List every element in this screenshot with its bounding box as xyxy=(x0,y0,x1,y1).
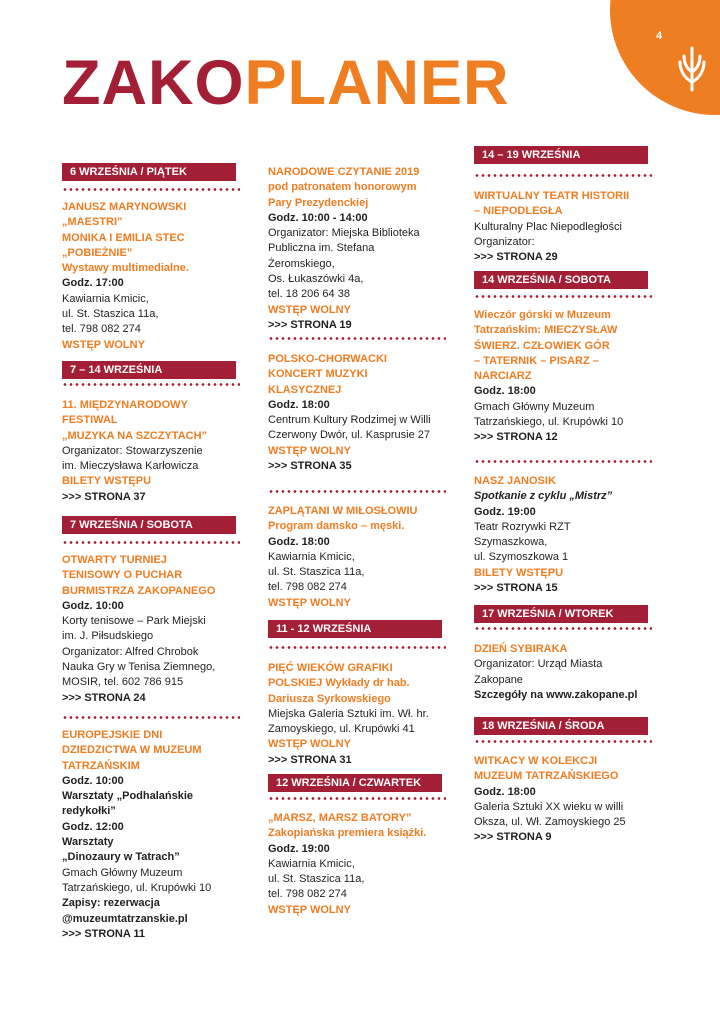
event-detail-line: MOSIR, tel. 602 786 915 xyxy=(62,676,184,689)
event-detail-line: Zamoyskiego, ul. Krupówki 41 xyxy=(268,723,415,736)
event-detail-line: Kawiarnia Kmicic, xyxy=(62,292,149,305)
event-detail-line: Teatr Rozrywki RZT xyxy=(474,520,571,533)
event-title-line: „MARSZ, MARSZ BATORY” xyxy=(268,812,412,824)
event-time: Godz. 19:00 xyxy=(268,842,330,855)
event-time: Godz. 18:00 xyxy=(268,535,330,548)
event-title-line: ŚWIERZ. CZŁOWIEK GÓR xyxy=(474,339,610,352)
page-reference: >>> STRONA 9 xyxy=(474,831,552,844)
dotted-separator xyxy=(268,646,446,649)
event-title-line: DZIEDZICTWA W MUZEUM xyxy=(62,744,202,757)
page-number: 4 xyxy=(656,30,663,42)
event-title-line: Tatrzańskim: MIECZYSŁAW xyxy=(474,324,618,337)
event-title-line: Zakopiańska premiera książki. xyxy=(268,827,427,840)
event-detail-line: Publiczna im. Stefana xyxy=(268,242,375,255)
event-detail-line: Nauka Gry w Tenisa Ziemnego, xyxy=(62,661,216,674)
event-entry xyxy=(62,200,244,353)
dotted-separator xyxy=(474,627,652,630)
event-detail-line: Oksza, ul. Wł. Zamoyskiego 25 xyxy=(474,816,626,829)
event-time: Godz. 19:00 xyxy=(474,505,536,518)
event-title-line: „MAESTRI” xyxy=(62,216,123,229)
event-detail-line: Spotkanie z cyklu „Mistrz” xyxy=(474,490,613,503)
event-title-line: JANUSZ MARYNOWSKI xyxy=(62,201,187,213)
event-detail-line: tel. 798 082 274 xyxy=(268,888,347,901)
event-detail-line: Szymaszkowa, xyxy=(474,536,548,549)
page-reference: >>> STRONA 11 xyxy=(62,927,146,940)
date-header: 7 – 14 WRZEŚNIA xyxy=(62,361,236,379)
event-title-line: Pary Prezydenckiej xyxy=(268,196,369,209)
event-title-line: WSTĘP WOLNY xyxy=(268,903,351,916)
date-header: 14 – 19 WRZEŚNIA xyxy=(474,146,648,164)
event-detail-line: Galeria Sztuki XX wieku w willi xyxy=(474,800,624,813)
event-detail-line: ul. Szymoszkowa 1 xyxy=(474,551,569,564)
event-title-line: NARCIARZ xyxy=(474,370,532,383)
event-time: Godz. 10:00 xyxy=(62,774,124,787)
event-title-line: KLASYCZNEJ xyxy=(268,383,342,396)
event-entry xyxy=(474,642,656,703)
event-detail-line: Kulturalny Plac Niepodległości xyxy=(474,220,622,233)
page-reference: >>> STRONA 15 xyxy=(474,582,558,595)
dotted-separator xyxy=(474,295,652,298)
dotted-separator xyxy=(268,490,446,493)
event-detail-line: ul. St. Staszica 11a, xyxy=(268,566,365,579)
event-entry xyxy=(62,728,244,942)
event-detail-line: „Dinozaury w Tatrach” xyxy=(62,851,180,864)
event-detail-line: Warsztaty „Podhalańskie xyxy=(62,790,194,803)
event-entry xyxy=(474,754,656,846)
event-entry xyxy=(474,474,656,596)
event-detail-line: Zakopane xyxy=(474,673,523,686)
event-detail-line: Zapisy: rezerwacja xyxy=(62,897,160,910)
event-title-line: EUROPEJSKIE DNI xyxy=(62,729,163,741)
event-title-line: BILETY WSTĘPU xyxy=(62,475,152,488)
logo-zako: ZAKO xyxy=(62,48,245,118)
event-title-line: OTWARTY TURNIEJ xyxy=(62,554,167,566)
page-reference: >>> STRONA 12 xyxy=(474,431,558,444)
event-detail-line: Os. Łukaszówki 4a, xyxy=(268,273,364,286)
event-detail-line: Kawiarnia Kmicic, xyxy=(268,550,355,563)
page-reference: >>> STRONA 31 xyxy=(268,753,352,766)
event-detail-line: Warsztaty xyxy=(62,836,114,849)
dotted-separator xyxy=(62,716,240,719)
event-title-line: WSTĘP WOLNY xyxy=(268,444,351,457)
event-title-line: WITKACY W KOLEKCJI xyxy=(474,755,598,767)
event-detail-line: im. J. Piłsudskiego xyxy=(62,630,154,643)
dotted-separator xyxy=(474,460,652,463)
event-time: Godz. 17:00 xyxy=(62,277,124,290)
event-detail-line: Organizator: Stowarzyszenie xyxy=(62,444,203,457)
event-title-line: WSTĘP WOLNY xyxy=(268,738,351,751)
event-detail-line: @muzeumtatrzanskie.pl xyxy=(62,912,188,925)
event-entry xyxy=(474,189,656,265)
zakoplaner-logo xyxy=(62,48,510,118)
page-reference: >>> STRONA 35 xyxy=(268,460,352,473)
event-time: Godz. 10:00 - 14:00 xyxy=(268,211,368,224)
event-entry xyxy=(62,398,244,505)
event-detail-line: tel. 18 206 64 38 xyxy=(268,288,350,301)
event-time: Godz. 18:00 xyxy=(474,385,536,398)
event-detail-line: Żeromskiego, xyxy=(268,257,335,270)
dotted-separator xyxy=(268,337,446,340)
dotted-separator xyxy=(268,797,446,800)
date-header: 7 WRZEŚNIA / SOBOTA xyxy=(62,516,236,534)
event-title-line: MUZEUM TATRZAŃSKIEGO xyxy=(474,770,619,783)
event-entry xyxy=(268,165,450,333)
event-title-line: Wieczór górski w Muzeum xyxy=(474,309,611,321)
page-reference: >>> STRONA 37 xyxy=(62,490,146,503)
event-detail-line: Organizator: Alfred Chrobok xyxy=(62,645,199,658)
event-detail-line: Miejska Galeria Sztuki im. Wł. hr. xyxy=(268,707,429,720)
event-detail-line: redykołki” xyxy=(62,805,116,818)
event-title-line: WSTĘP WOLNY xyxy=(268,303,351,316)
event-detail-line: Tatrzańskiego, ul. Krupówki 10 xyxy=(62,881,212,894)
event-detail-line: Organizator: Miejska Biblioteka xyxy=(268,227,420,240)
event-entry xyxy=(268,661,450,768)
event-title-line: FESTIWAL xyxy=(62,414,118,427)
event-title-line: NASZ JANOSIK xyxy=(474,475,556,487)
event-title-line: 11. MIĘDZYNARODOWY xyxy=(62,399,188,411)
event-detail-line: Szczegóły na www.zakopane.pl xyxy=(474,688,638,701)
event-title-line: – NIEPODLEGŁA xyxy=(474,205,563,218)
event-detail-line: im. Mieczysława Karłowicza xyxy=(62,460,199,473)
event-title-line: PIĘĆ WIEKÓW GRAFIKI xyxy=(268,662,393,674)
event-title-line: POLSKIEJ Wykłady dr hab. xyxy=(268,677,410,690)
event-detail-line: Gmach Główny Muzeum xyxy=(62,866,183,879)
event-detail-line: tel. 798 082 274 xyxy=(62,323,141,336)
event-detail-line: ul. St. Staszica 11a, xyxy=(62,308,159,321)
event-title-line: WIRTUALNY TEATR HISTORII xyxy=(474,190,630,202)
event-entry xyxy=(474,308,656,446)
event-time: Godz. 18:00 xyxy=(474,785,536,798)
dotted-separator xyxy=(62,541,240,544)
event-title-line: WSTĘP WOLNY xyxy=(268,596,351,609)
event-title-line: POLSKO-CHORWACKI xyxy=(268,353,387,365)
event-title-line: ZAPLĄTANI W MIŁOSŁOWIU xyxy=(268,505,418,517)
event-time: Godz. 18:00 xyxy=(268,398,330,411)
date-header: 18 WRZEŚNIA / ŚRODA xyxy=(474,717,648,735)
event-time: Godz. 12:00 xyxy=(62,820,124,833)
event-title-line: pod patronatem honorowym xyxy=(268,181,417,194)
event-title-line: WSTĘP WOLNY xyxy=(62,338,145,351)
event-entry xyxy=(268,504,450,611)
event-detail-line: Czerwony Dwór, ul. Kasprusie 27 xyxy=(268,429,431,442)
date-header: 6 WRZEŚNIA / PIĄTEK xyxy=(62,163,236,181)
event-title-line: DZIEŃ SYBIRAKA xyxy=(474,643,568,655)
event-detail-line: Kawiarnia Kmicic, xyxy=(268,857,355,870)
event-entry xyxy=(268,811,450,918)
event-title-line: – TATERNIK – PISARZ – xyxy=(474,354,599,367)
date-header: 12 WRZEŚNIA / CZWARTEK xyxy=(268,774,442,792)
dotted-separator xyxy=(474,174,652,177)
event-detail-line: Organizator: xyxy=(474,235,535,248)
event-title-line: TATRZAŃSKIM xyxy=(62,759,140,772)
page-reference: >>> STRONA 24 xyxy=(62,691,146,704)
event-detail-line: ul. St. Staszica 11a, xyxy=(268,873,365,886)
event-detail-line: Korty tenisowe – Park Miejski xyxy=(62,615,206,628)
event-entry xyxy=(62,553,244,706)
event-title-line: Dariusza Syrkowskiego xyxy=(268,692,391,705)
dotted-separator xyxy=(62,383,240,386)
event-title-line: BILETY WSTĘPU xyxy=(474,566,564,579)
event-detail-line: Centrum Kultury Rodzimej w Willi xyxy=(268,414,431,427)
date-header: 17 WRZEŚNIA / WTOREK xyxy=(474,605,648,623)
event-detail-line: Organizator: Urząd Miasta xyxy=(474,658,603,671)
event-detail-line: Tatrzańskiego, ul. Krupówki 10 xyxy=(474,416,624,429)
event-title-line: Wystawy multimedialne. xyxy=(62,262,189,275)
wheat-ornament-icon xyxy=(672,42,712,92)
logo-planer: PLANER xyxy=(244,48,510,118)
event-title-line: NARODOWE CZYTANIE 2019 xyxy=(268,166,420,178)
dotted-separator xyxy=(474,740,652,743)
event-title-line: TENISOWY O PUCHAR xyxy=(62,569,183,582)
event-detail-line: tel. 798 082 274 xyxy=(268,581,347,594)
event-title-line: MONIKA I EMILIA STEC xyxy=(62,231,185,244)
page-reference: >>> STRONA 29 xyxy=(474,251,558,264)
event-time: Godz. 10:00 xyxy=(62,599,124,612)
page-corner-badge xyxy=(610,0,720,115)
event-title-line: KONCERT MUZYKI xyxy=(268,368,368,381)
page-reference: >>> STRONA 19 xyxy=(268,318,352,331)
event-entry xyxy=(268,352,450,474)
event-detail-line: Gmach Główny Muzeum xyxy=(474,400,595,413)
event-title-line: BURMISTRZA ZAKOPANEGO xyxy=(62,584,216,597)
dotted-separator xyxy=(62,188,240,191)
event-title-line: „MUZYKA NA SZCZYTACH” xyxy=(62,429,208,442)
event-title-line: „POBIEŻNIE” xyxy=(62,246,133,259)
date-header: 14 WRZEŚNIA / SOBOTA xyxy=(474,271,648,289)
date-header: 11 - 12 WRZEŚNIA xyxy=(268,620,442,638)
event-title-line: Program damsko – męski. xyxy=(268,520,405,533)
